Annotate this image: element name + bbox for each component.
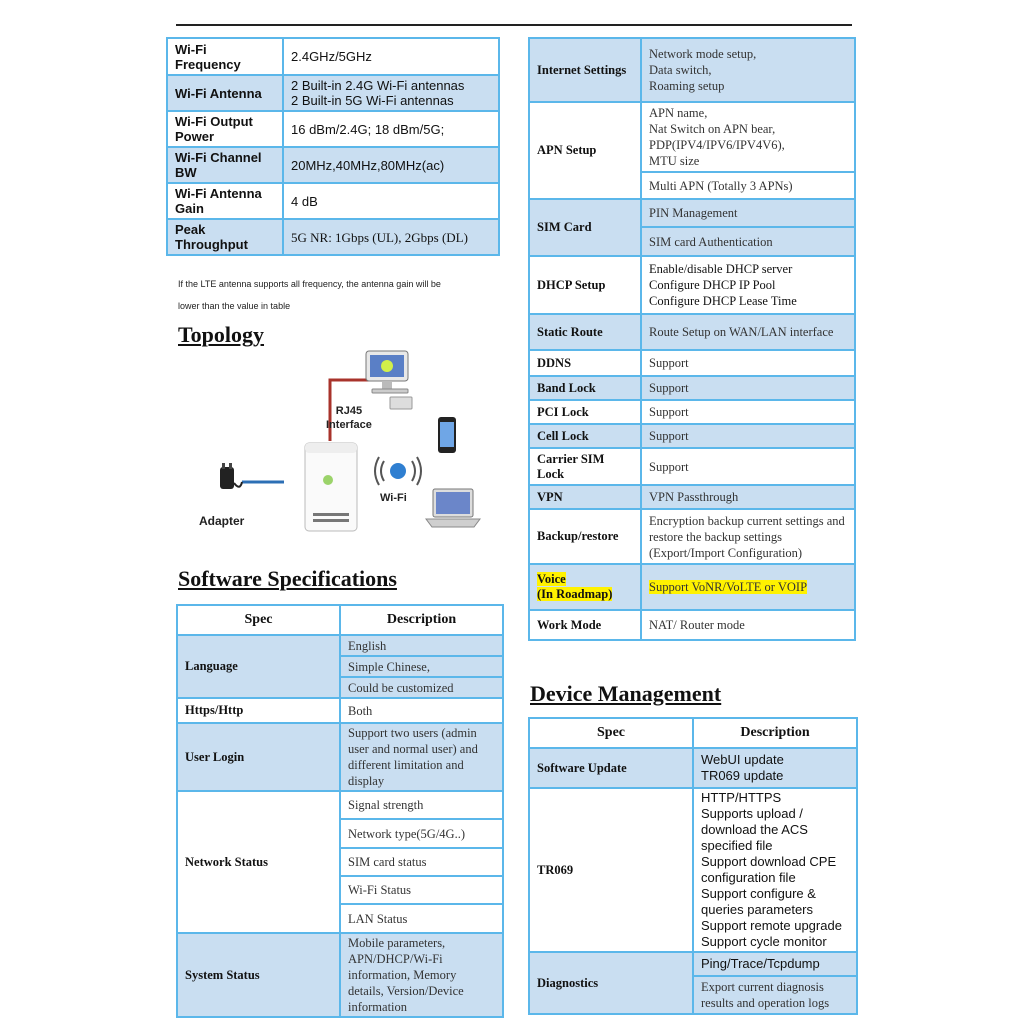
- spec-value: Encryption backup current settings and restore the backup settings (Export/Import Configuration): [641, 509, 855, 564]
- spec-value: SIM card Authentication: [641, 227, 855, 256]
- spec-value: Support two users (admin user and normal user) and different limitation and display: [340, 723, 503, 791]
- spec-value: Enable/disable DHCP server Configure DHCP IP Pool Configure DHCP Lease Time: [641, 256, 855, 314]
- spec-value: Multi APN (Totally 3 APNs): [641, 172, 855, 199]
- spec-key: Wi-Fi Output Power: [167, 111, 283, 147]
- spec-value: 20MHz,40MHz,80MHz(ac): [283, 147, 499, 183]
- table-row: [167, 147, 499, 183]
- spec-value: Ping/Trace/Tcpdump: [693, 952, 857, 976]
- topology-heading: Topology: [178, 322, 265, 347]
- spec-key: Band Lock: [529, 376, 641, 400]
- spec-key: Software Update: [529, 748, 693, 788]
- spec-key: Wi-Fi Antenna Gain: [167, 183, 283, 219]
- table-row: [177, 635, 503, 656]
- spec-value: Support: [641, 350, 855, 376]
- table-row: [529, 256, 855, 314]
- table-row: [529, 102, 855, 172]
- router-device-icon: [305, 443, 357, 531]
- table-row: [177, 933, 503, 1017]
- spec-value: 2.4GHz/5GHz: [283, 38, 499, 75]
- spec-key: PCI Lock: [529, 400, 641, 424]
- spec-value: Support: [641, 448, 855, 485]
- table-row: [167, 111, 499, 147]
- spec-value: Mobile parameters, APN/DHCP/Wi-Fi information, Memory details, Version/Device information: [340, 933, 503, 1017]
- table-row: [529, 748, 857, 788]
- table-row: [529, 376, 855, 400]
- table-header-row: [529, 718, 857, 748]
- device-management-table: [528, 717, 858, 1015]
- table-row: [167, 183, 499, 219]
- table-row: [529, 38, 855, 102]
- spec-value: PIN Management: [641, 199, 855, 227]
- spec-value: Simple Chinese,: [340, 656, 503, 677]
- feature-settings-table: [528, 37, 856, 641]
- wifi-signal-icon: [375, 457, 421, 485]
- adapter-label: Adapter: [199, 514, 245, 528]
- table-header-row: [177, 605, 503, 635]
- software-specifications-heading: Software Specifications: [178, 566, 397, 591]
- spec-value: Could be customized: [340, 677, 503, 698]
- description-column-header: Description: [693, 718, 857, 748]
- table-row: [529, 314, 855, 350]
- table-row: [529, 448, 855, 485]
- spec-key: Static Route: [529, 314, 641, 350]
- table-row: [167, 38, 499, 75]
- spec-value: WebUI update TR069 update: [693, 748, 857, 788]
- hardware-spec-table: [166, 37, 500, 256]
- table-row: [167, 75, 499, 111]
- spec-key: Wi-Fi Antenna: [167, 75, 283, 111]
- table-row: [529, 424, 855, 448]
- spec-column-header: Spec: [529, 718, 693, 748]
- voice-roadmap-key: Voice (In Roadmap): [537, 572, 613, 601]
- table-row: [177, 698, 503, 723]
- antenna-note-line-2: lower than the value in table: [178, 301, 291, 311]
- spec-key: Peak Throughput: [167, 219, 283, 255]
- spec-value: Network mode setup, Data switch, Roaming setup: [641, 38, 855, 102]
- spec-key: DDNS: [529, 350, 641, 376]
- table-row: [529, 564, 855, 610]
- spec-key: Wi-Fi Channel BW: [167, 147, 283, 183]
- spec-key: Carrier SIM Lock: [529, 448, 641, 485]
- spec-value: 4 dB: [283, 183, 499, 219]
- rj45-interface-label: RJ45 Interface: [326, 405, 372, 431]
- spec-value: VPN Passthrough: [641, 485, 855, 509]
- table-row: [529, 952, 857, 976]
- smartphone-icon: [438, 417, 456, 453]
- description-column-header: Description: [340, 605, 503, 635]
- table-row: [529, 509, 855, 564]
- spec-value: Support: [641, 376, 855, 400]
- antenna-note-line-1: If the LTE antenna supports all frequency, the antenna gain will be: [178, 279, 441, 289]
- table-row: [529, 788, 857, 952]
- desktop-computer-icon: [366, 351, 412, 409]
- spec-key: DHCP Setup: [529, 256, 641, 314]
- spec-key: User Login: [177, 723, 340, 791]
- spec-key: VPN: [529, 485, 641, 509]
- spec-value: Support: [641, 400, 855, 424]
- spec-key: System Status: [177, 933, 340, 1017]
- spec-key: Https/Http: [177, 698, 340, 723]
- spec-key: Network Status: [177, 791, 340, 933]
- spec-value: Route Setup on WAN/LAN interface: [641, 314, 855, 350]
- top-rule: [176, 24, 852, 26]
- power-adapter-icon: [220, 463, 242, 489]
- voice-support-value: Support VoNR/VoLTE or VOIP: [649, 580, 808, 594]
- spec-key: Cell Lock: [529, 424, 641, 448]
- table-row: [177, 791, 503, 819]
- spec-key: Work Mode: [529, 610, 641, 640]
- spec-value: 16 dBm/2.4G; 18 dBm/5G;: [283, 111, 499, 147]
- spec-value: Wi-Fi Status: [340, 876, 503, 904]
- spec-value: Both: [340, 698, 503, 723]
- spec-key: TR069: [529, 788, 693, 952]
- table-row: [529, 400, 855, 424]
- spec-key: [529, 564, 641, 610]
- spec-value: Signal strength: [340, 791, 503, 819]
- laptop-icon: [426, 489, 480, 527]
- spec-key: Internet Settings: [529, 38, 641, 102]
- spec-key: Backup/restore: [529, 509, 641, 564]
- device-management-heading: Device Management: [530, 681, 722, 706]
- spec-key: SIM Card: [529, 199, 641, 256]
- spec-column-header: Spec: [177, 605, 340, 635]
- spec-value: 2 Built-in 2.4G Wi-Fi antennas 2 Built-in 5G Wi-Fi antennas: [283, 75, 499, 111]
- spec-value: 5G NR: 1Gbps (UL), 2Gbps (DL): [283, 219, 499, 255]
- table-row: [529, 350, 855, 376]
- table-row: [529, 610, 855, 640]
- table-row: [529, 485, 855, 509]
- wifi-label: Wi-Fi: [380, 492, 407, 504]
- spec-value: Support: [641, 424, 855, 448]
- spec-value: HTTP/HTTPS Supports upload / download the ACS specified file Support download CPE configuration file Support configure & queries parameters Support remote upgrade Support cycle monitor: [693, 788, 857, 952]
- spec-key: Language: [177, 635, 340, 698]
- spec-value: Export current diagnosis results and operation logs: [693, 976, 857, 1014]
- spec-value: NAT/ Router mode: [641, 610, 855, 640]
- table-row: [177, 723, 503, 791]
- spec-value: APN name, Nat Switch on APN bear, PDP(IPV4/IPV6/IPV4V6), MTU size: [641, 102, 855, 172]
- spec-key: APN Setup: [529, 102, 641, 199]
- software-spec-table: [176, 604, 504, 1018]
- spec-value: LAN Status: [340, 904, 503, 933]
- table-row: [167, 219, 499, 255]
- spec-value: [641, 564, 855, 610]
- spec-key: Diagnostics: [529, 952, 693, 1014]
- table-row: [529, 199, 855, 227]
- spec-value: English: [340, 635, 503, 656]
- spec-key: Wi-Fi Frequency: [167, 38, 283, 75]
- spec-value: Network type(5G/4G..): [340, 819, 503, 848]
- spec-value: SIM card status: [340, 848, 503, 876]
